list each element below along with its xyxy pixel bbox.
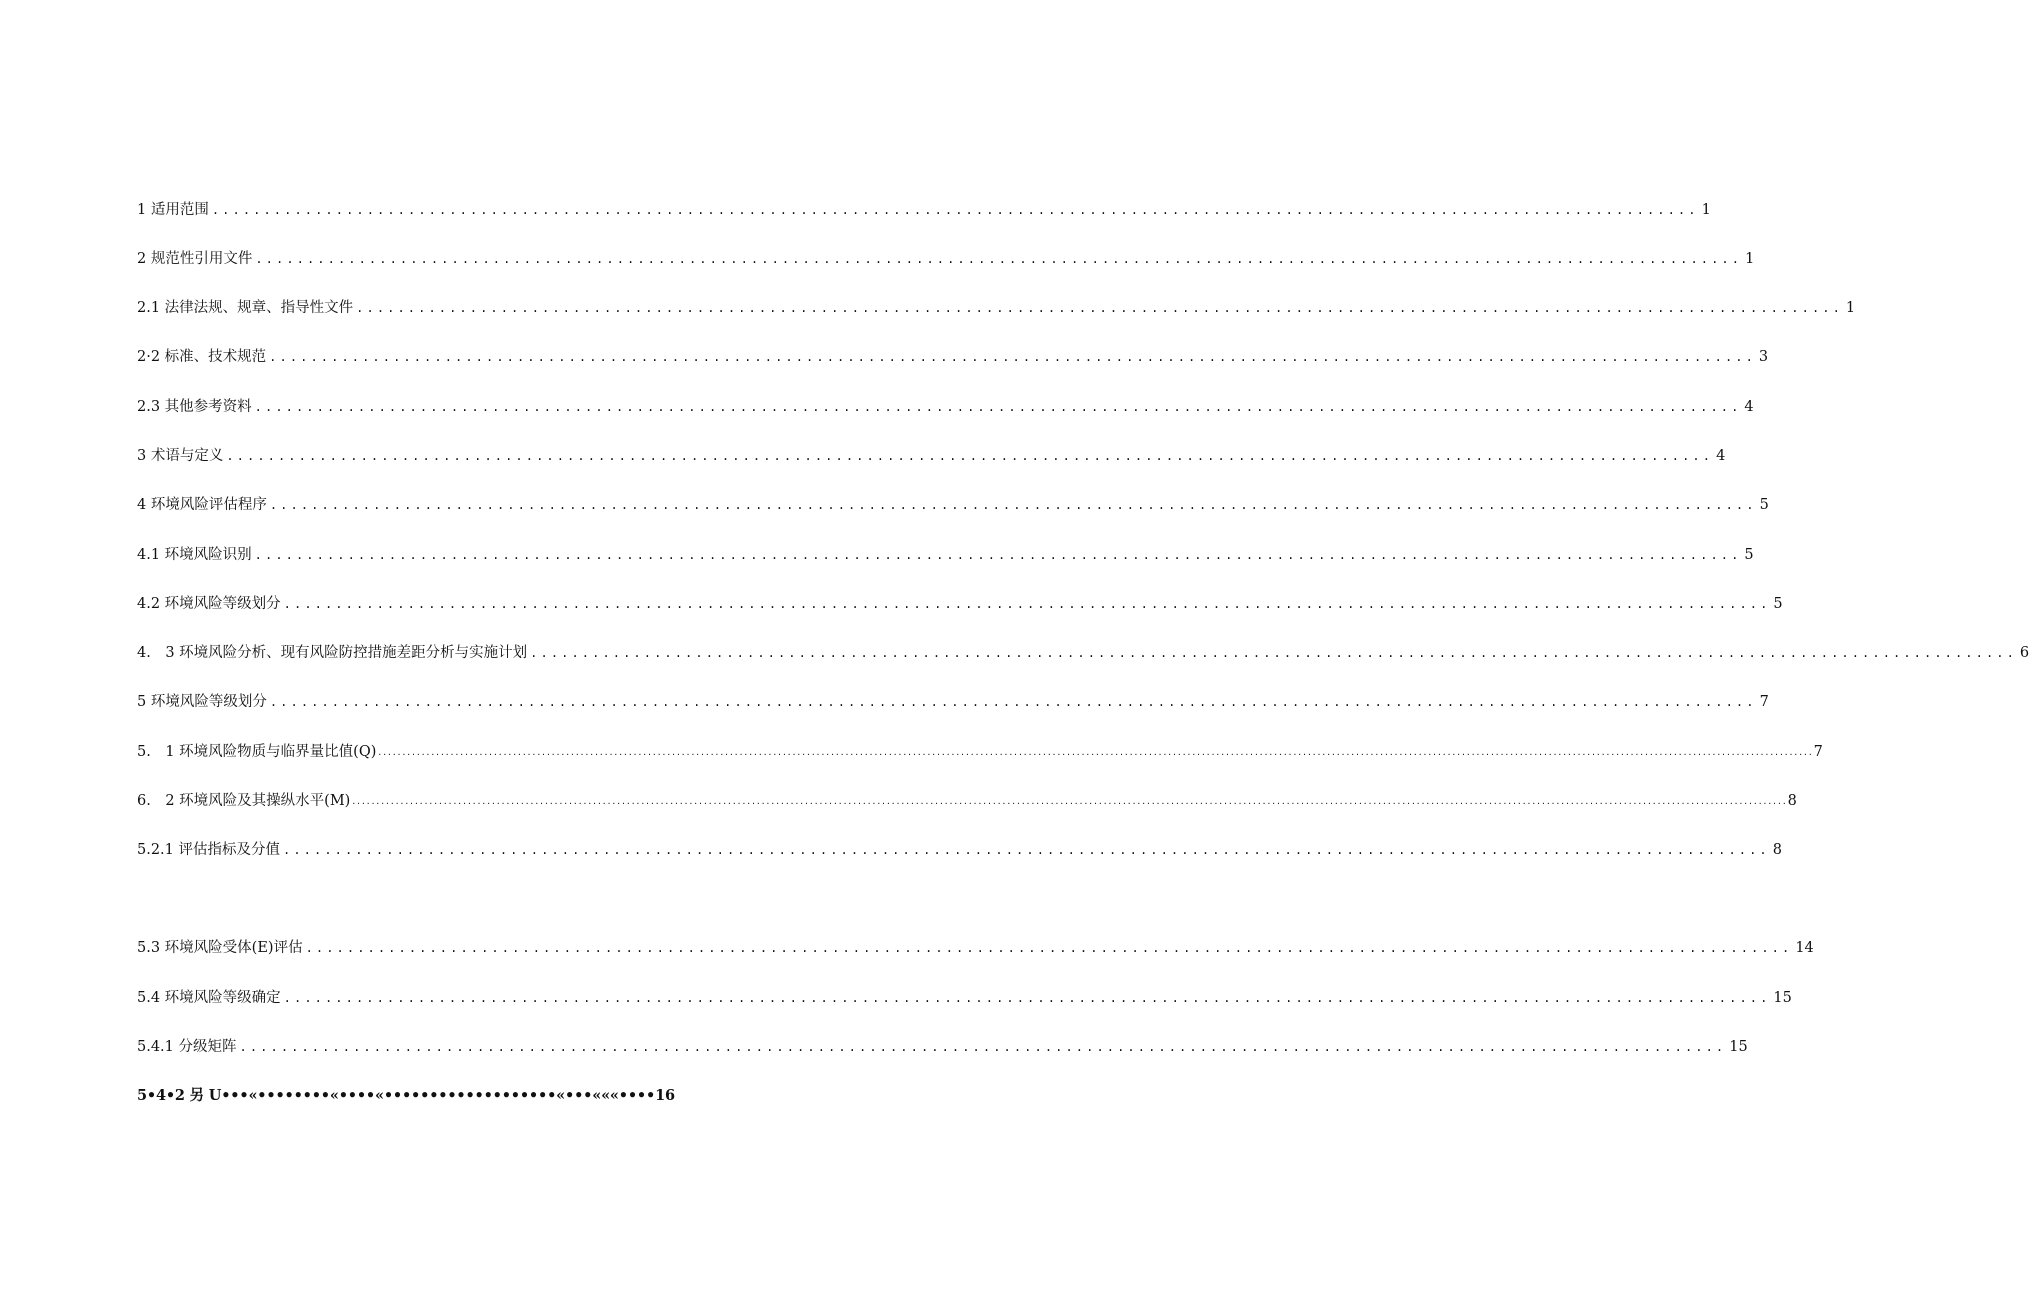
toc-entry-title: 6. 2 环境风险及其操纵水平(M): [137, 793, 351, 809]
toc-entry[interactable]: [137, 343, 1769, 367]
toc-entry[interactable]: [137, 393, 1754, 417]
toc-leader-dots: ................................................................................................................................................: [226, 449, 1714, 463]
toc-entry-page: 6: [2019, 645, 2029, 661]
toc-entry-title: 4 环境风险评估程序: [137, 497, 267, 513]
toc-leader-dots: ................................................................................................................................................: [269, 498, 1757, 512]
toc-entry[interactable]: [137, 934, 1814, 958]
toc-entry[interactable]: [137, 442, 1726, 466]
toc-entry-page: 15: [1729, 1039, 1748, 1055]
toc-leader-dots: ................................................................................................................................................: [211, 203, 1699, 217]
toc-leader-dots: ................................................................................................................................................: [269, 350, 1756, 364]
toc-entry[interactable]: [137, 787, 1797, 811]
toc-entry-title: 5.4.1 分级矩阵: [137, 1039, 237, 1055]
toc-entry-page: 5: [1759, 497, 1769, 513]
toc-entry-title: 5•4•2 另 U•••«••••••••«••••«•••••••••••••••••••«•••«««••••16: [137, 1087, 675, 1104]
toc-entry-page: 5: [1744, 547, 1754, 563]
toc-entry-page: 5: [1773, 596, 1783, 612]
toc-entry[interactable]: [137, 836, 1782, 860]
toc-leader-dots: ................................................................................................................................................: [530, 646, 2017, 660]
toc-entry-title: 5. 1 环境风险物质与临界量比值(Q): [137, 744, 377, 760]
toc-entry-title: 3 术语与定义: [137, 448, 224, 464]
toc-entry-page: 7: [1759, 694, 1769, 710]
toc-entry-title: 4.2 环境风险等级划分: [137, 596, 281, 612]
toc-leader-dots: ................................................................................................................................................: [356, 301, 1843, 315]
toc-leader-dots: ................................................................................................................................................: [269, 695, 1757, 709]
toc-entry-title: 2.1 法律法规、规章、指导性文件: [137, 300, 354, 316]
toc-entry[interactable]: [137, 688, 1769, 712]
toc-leader-dots: ................................................................................................................................................: [254, 548, 1742, 562]
toc-entry-title: 5.2.1 评估指标及分值: [137, 842, 281, 858]
toc-entry[interactable]: [137, 245, 1755, 269]
toc-leader-dots: ................................................................................................................................................: [283, 843, 1770, 857]
toc-entry-garbled[interactable]: [137, 1082, 675, 1106]
toc-entry[interactable]: [137, 738, 1823, 762]
toc-entry-page: 1: [1701, 202, 1711, 218]
toc-entry-page: 1: [1845, 300, 1856, 316]
toc-entry[interactable]: [137, 1033, 1748, 1057]
toc-leader-dots: ..........................................................................................................................................................................................................................................................................................................: [377, 748, 1813, 757]
toc-entry-page: 8: [1772, 842, 1782, 858]
toc-entry-page: 8: [1787, 793, 1797, 809]
toc-leader-dots: ................................................................................................................................................: [254, 400, 1742, 414]
toc-entry-title: 5 环境风险等级划分: [137, 694, 267, 710]
toc-entry[interactable]: [137, 196, 1711, 220]
toc-entry-title: 2 规范性引用文件: [137, 251, 253, 267]
toc-leader-dots: ................................................................................................................................................: [239, 1040, 1727, 1054]
toc-entry-page: 3: [1758, 349, 1769, 365]
toc-entry[interactable]: [137, 491, 1769, 515]
toc-entry-page: 7: [1813, 744, 1823, 760]
toc-entry-title: 5.4 环境风险等级确定: [137, 990, 281, 1006]
toc-entry[interactable]: [137, 590, 1783, 614]
toc-entry[interactable]: [137, 294, 1856, 318]
toc-entry[interactable]: [137, 984, 1792, 1008]
toc-entry[interactable]: [137, 639, 2029, 663]
toc-entry-title: 2.3 其他参考资料: [137, 399, 252, 415]
toc-leader-dots: ................................................................................................................................................: [255, 252, 1743, 266]
toc-entry-page: 4: [1716, 448, 1726, 464]
toc-entry-title: 2·2 标准、技术规范: [137, 349, 267, 365]
toc-entry-page: 4: [1744, 399, 1754, 415]
toc-leader-dots: ................................................................................................................................................: [283, 597, 1771, 611]
toc-entry-title: 5.3 环境风险受体(E)评估: [137, 940, 303, 956]
toc-entry[interactable]: [137, 541, 1754, 565]
toc-leader-dots: ................................................................................................................................................: [305, 941, 1793, 955]
toc-entry-title: 4. 3 环境风险分析、现有风险防控措施差距分析与实施计划: [137, 645, 528, 661]
toc-entry-page: 1: [1745, 251, 1755, 267]
toc-entry-title: 1 适用范围: [137, 202, 209, 218]
toc-leader-dots: ................................................................................................................................................: [283, 991, 1771, 1005]
toc-entry-title: 4.1 环境风险识别: [137, 547, 252, 563]
toc-entry-page: 15: [1773, 990, 1792, 1006]
toc-leader-dots: ..........................................................................................................................................................................................................................................................................................................: [351, 797, 1787, 806]
toc-entry-page: 14: [1795, 940, 1814, 956]
